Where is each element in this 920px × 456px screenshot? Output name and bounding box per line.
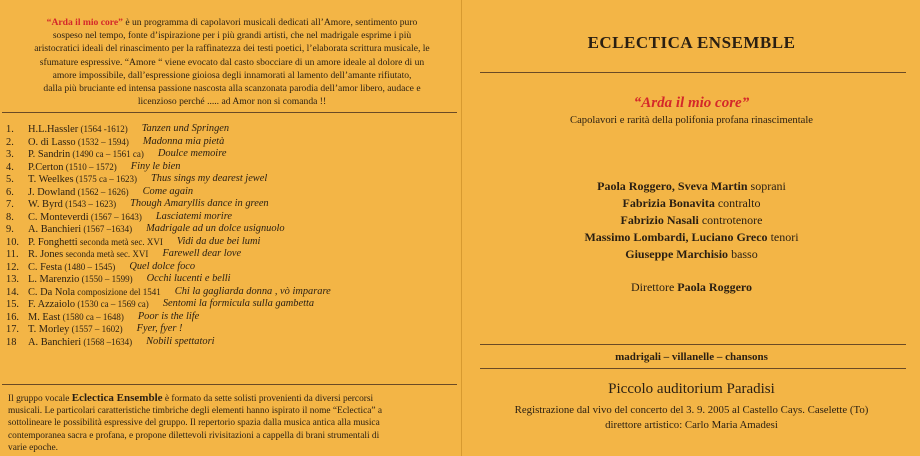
track-dates: composizione del 1541 bbox=[75, 286, 161, 297]
track-title: Though Amaryllis dance in green bbox=[130, 198, 269, 209]
track-number: 12. bbox=[6, 261, 19, 273]
divider bbox=[2, 384, 457, 385]
track-dates: (1543 – 1623) bbox=[62, 199, 117, 209]
track-number: 11. bbox=[6, 249, 19, 260]
track-title: Madonna mia pietà bbox=[142, 135, 225, 147]
performer-line bbox=[462, 196, 920, 211]
track-dates: (1510 – 1572) bbox=[63, 161, 117, 172]
track-number: 15. bbox=[6, 299, 19, 310]
program-subtitle: Capolavori e rarità della polifonia profana rinascimentale bbox=[570, 115, 813, 126]
intro-line: amore impossibile, dall’espressione gioiosa degli innamorati al lamento dell’amante rifiutato, bbox=[52, 69, 412, 81]
intro-line: aristocratici ideali del rinascimento per la raffinatezza dei testi poetici, l’elaborata scrittura musicale, le bbox=[34, 43, 430, 55]
track-title: Fyer, fyer ! bbox=[136, 323, 183, 334]
track-dates: (1580 ca – 1648) bbox=[60, 311, 124, 322]
track-title: Poor is the life bbox=[137, 310, 200, 322]
ensemble-title: ECLECTICA ENSEMBLE bbox=[587, 33, 796, 52]
track-title: Madrigale ad un dolce usignuolo bbox=[146, 223, 285, 234]
track-title: Doulce memoire bbox=[157, 148, 227, 159]
track-row bbox=[6, 273, 456, 286]
performer-names: Massimo Lombardi, Luciano Greco bbox=[584, 230, 768, 244]
performer-role: contralto bbox=[714, 196, 761, 210]
divider bbox=[480, 344, 906, 345]
description-line: contemporanea sacra e profana, e propone dilettevoli rivisitazioni a cappella di brani strumentali di bbox=[8, 430, 380, 441]
track-composer: L. Marenzio bbox=[28, 274, 80, 285]
track-dates: (1490 ca – 1561 ca) bbox=[70, 149, 144, 159]
director-line bbox=[462, 280, 920, 295]
track-number: 4. bbox=[6, 161, 14, 173]
performer-line bbox=[462, 247, 920, 262]
track-composer: O. di Lasso bbox=[28, 136, 76, 148]
recording-info: Registrazione dal vivo del concerto del 3. 9. 2005 al Castello Cays. Caselette (To) bbox=[514, 404, 869, 416]
track-composer: W. Byrd bbox=[28, 199, 63, 210]
track-row bbox=[6, 336, 456, 349]
track-composer: A. Banchieri bbox=[28, 224, 82, 235]
intro-line: sospeso nel tempo, fonte d’ispirazione per i più grandi artisti, che nel madrigale esprime i più bbox=[52, 30, 412, 42]
track-row bbox=[6, 223, 456, 236]
description-text: Il gruppo vocale bbox=[8, 394, 72, 404]
performer-role: basso bbox=[728, 247, 758, 261]
genres-line: madrigali – villanelle – chansons bbox=[615, 351, 768, 363]
track-composer: P.Certon bbox=[28, 161, 64, 173]
track-row bbox=[6, 173, 456, 186]
track-dates: (1532 – 1594) bbox=[75, 136, 129, 147]
artistic-director: direttore artistico: Carlo Maria Amadesi bbox=[605, 419, 778, 431]
intro-paragraph bbox=[12, 16, 452, 108]
track-dates: (1567 – 1643) bbox=[88, 211, 142, 222]
director-name: Paola Roggero bbox=[677, 280, 753, 294]
track-number: 10. bbox=[6, 236, 19, 248]
intro-line: dalla più bruciante ed intensa passione nascosta alla scanzonata parodia dell’amor libero, audace e bbox=[43, 83, 421, 95]
track-row bbox=[6, 311, 456, 324]
track-row bbox=[6, 161, 456, 174]
performer-role: tenori bbox=[767, 230, 799, 244]
ensemble-name: Eclectica Ensemble bbox=[71, 392, 163, 404]
track-dates: (1562 – 1626) bbox=[75, 186, 129, 197]
track-title: Finy le bien bbox=[130, 160, 181, 172]
description-line: sottolineare le possibilità espressive del gruppo. Il repertorio spazia dalla musica antica alla musica bbox=[8, 418, 380, 429]
track-number: 1. bbox=[6, 124, 14, 135]
track-title: Sentomi la formicula sulla gambetta bbox=[162, 298, 315, 309]
track-row bbox=[6, 136, 456, 149]
track-number: 5. bbox=[6, 174, 14, 185]
venue-title: Piccolo auditorium Paradisi bbox=[608, 381, 775, 397]
track-title: Tanzen und Springen bbox=[141, 123, 230, 134]
track-row bbox=[6, 148, 456, 161]
track-composer: P. Fonghetti bbox=[28, 236, 78, 248]
track-composer: H.L.Hassler bbox=[28, 124, 79, 135]
description-line: musicali. Le particolari caratteristiche timbriche degli elementi hanno ispirato il nome “Eclectica” a bbox=[8, 406, 383, 417]
performer-line bbox=[462, 213, 920, 228]
description-line: varie epoche. bbox=[8, 442, 58, 453]
track-dates: (1550 – 1599) bbox=[79, 274, 133, 284]
track-title: Lasciatemi morire bbox=[155, 210, 232, 222]
track-composer: C. Festa bbox=[28, 261, 63, 273]
performer-role: soprani bbox=[747, 179, 786, 193]
track-title: Come again bbox=[142, 185, 194, 197]
track-title: Occhi lucenti e belli bbox=[146, 273, 231, 284]
intro-title: “Arda il mio core” bbox=[46, 17, 123, 28]
track-dates: (1564 -1612) bbox=[78, 124, 128, 134]
track-dates: (1567 –1634) bbox=[81, 224, 133, 234]
right-panel bbox=[461, 0, 920, 456]
performer-line bbox=[462, 230, 920, 245]
track-composer: T. Morley bbox=[28, 324, 70, 335]
track-title: Thus sings my dearest jewel bbox=[151, 173, 268, 184]
director-label: Direttore bbox=[630, 280, 678, 294]
track-dates: (1530 ca – 1569 ca) bbox=[75, 299, 149, 309]
program-title: “Arda il mio core” bbox=[633, 95, 750, 111]
track-row bbox=[6, 323, 456, 336]
intro-line: licenzioso perché ..... ad Amor non si comanda !! bbox=[137, 96, 327, 108]
track-dates: seconda metà sec. XVI bbox=[77, 236, 163, 247]
track-dates: (1557 – 1602) bbox=[69, 324, 123, 334]
track-row bbox=[6, 286, 456, 299]
intro-line: è un programma di capolavori musicali dedicati all’Amore, sentimento puro bbox=[122, 17, 418, 28]
track-composer: R. Jones bbox=[28, 249, 64, 260]
track-number: 2. bbox=[6, 136, 14, 148]
performer-names: Paola Roggero, Sveva Martin bbox=[597, 179, 748, 193]
divider bbox=[480, 368, 906, 369]
track-dates: (1568 –1634) bbox=[81, 336, 133, 347]
track-row bbox=[6, 198, 456, 211]
track-number: 13. bbox=[6, 274, 19, 285]
track-row bbox=[6, 236, 456, 249]
intro-line: sfumature espressive. “Amore “ viene evocato dal casto sbocciare di un amore ideale al dolore di un bbox=[39, 56, 425, 68]
track-row bbox=[6, 186, 456, 199]
track-number: 17. bbox=[6, 324, 19, 335]
track-row bbox=[6, 123, 456, 136]
track-number: 9. bbox=[6, 224, 14, 235]
track-number: 6. bbox=[6, 186, 14, 198]
track-number: 18 bbox=[6, 336, 17, 348]
track-dates: (1575 ca – 1623) bbox=[73, 174, 138, 184]
performer-line bbox=[462, 179, 920, 194]
track-row bbox=[6, 298, 456, 311]
track-dates: seconda metà sec. XVI bbox=[63, 249, 149, 259]
track-composer: M. East bbox=[28, 311, 61, 323]
track-list bbox=[6, 123, 456, 348]
track-composer: A. Banchieri bbox=[28, 336, 82, 348]
track-dates: (1480 – 1545) bbox=[62, 261, 116, 272]
track-composer: T. Weelkes bbox=[28, 174, 74, 185]
ensemble-description bbox=[8, 392, 448, 454]
performer-names: Giuseppe Marchisio bbox=[625, 247, 729, 261]
track-title: Chi la gagliarda donna , vò imparare bbox=[174, 285, 331, 297]
track-title: Vidi da due bei lumi bbox=[176, 235, 261, 247]
track-row bbox=[6, 261, 456, 274]
track-number: 8. bbox=[6, 211, 14, 223]
track-composer: J. Dowland bbox=[28, 186, 76, 198]
track-composer: P. Sandrin bbox=[28, 149, 71, 160]
track-number: 14. bbox=[6, 286, 19, 298]
divider bbox=[2, 112, 457, 113]
track-title: Farewell dear love bbox=[162, 248, 242, 259]
track-composer: F. Azzaiolo bbox=[28, 299, 76, 310]
track-composer: C. Monteverdi bbox=[28, 211, 89, 223]
track-title: Quel dolce foco bbox=[129, 260, 196, 272]
divider bbox=[480, 72, 906, 73]
track-row bbox=[6, 211, 456, 224]
track-composer: C. Da Nola bbox=[28, 286, 76, 298]
description-text: è formato da sette solisti provenienti da diversi percorsi bbox=[162, 394, 374, 404]
track-number: 3. bbox=[6, 149, 14, 160]
track-number: 7. bbox=[6, 199, 14, 210]
performer-names: Fabrizia Bonavita bbox=[622, 196, 715, 210]
track-title: Nobili spettatori bbox=[146, 335, 215, 347]
performer-names: Fabrizio Nasali bbox=[620, 213, 699, 227]
track-row bbox=[6, 248, 456, 261]
track-number: 16. bbox=[6, 311, 19, 323]
performer-role: controtenore bbox=[698, 213, 763, 227]
